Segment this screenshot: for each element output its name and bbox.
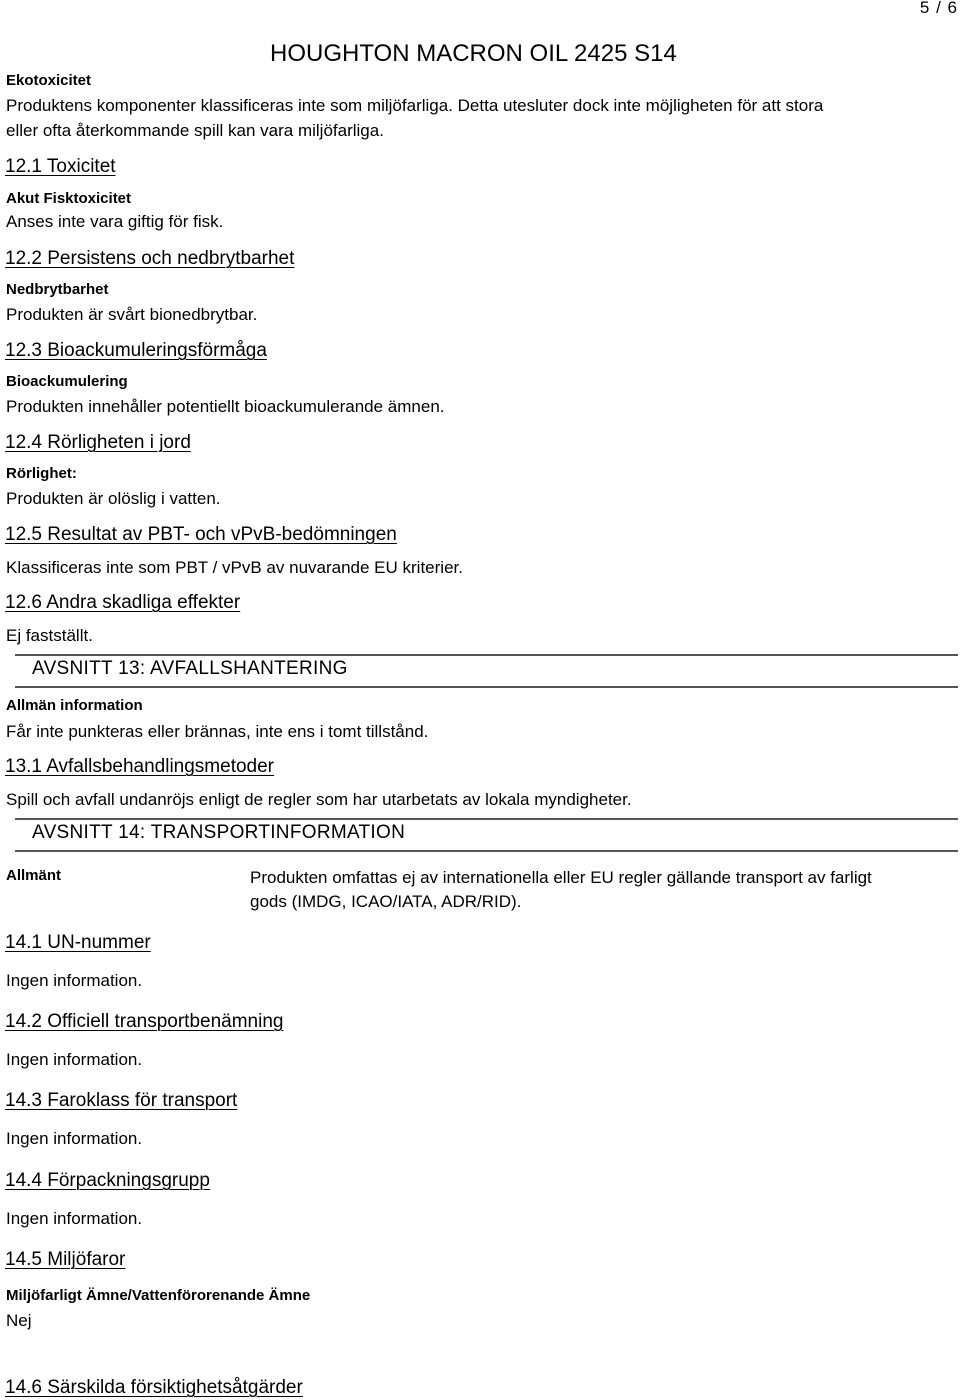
text-12-2: Produkten är svårt bionedbrytbar. bbox=[6, 305, 258, 324]
label-bioaccumulation: Bioackumulering bbox=[6, 373, 128, 390]
text-12-4: Produkten är olöslig i vatten. bbox=[6, 489, 221, 508]
text-14-general-line1: Produkten omfattas ej av internationella eller EU regler gällande transport av farligt bbox=[250, 868, 872, 887]
heading-14-4: 14.4 Förpackningsgrupp bbox=[5, 1170, 210, 1191]
section-14-bar bbox=[15, 818, 958, 852]
heading-12-6: 12.6 Andra skadliga effekter bbox=[5, 592, 241, 613]
label-general: Allmänt bbox=[6, 867, 62, 884]
heading-12-3: 12.3 Bioackumuleringsförmåga bbox=[5, 340, 267, 361]
label-general-information: Allmän information bbox=[6, 697, 143, 714]
document-title: HOUGHTON MACRON OIL 2425 S14 bbox=[270, 40, 677, 67]
heading-12-5: 12.5 Resultat av PBT- och vPvB-bedömningen bbox=[5, 524, 397, 545]
text-12-5: Klassificeras inte som PBT / vPvB av nuvarande EU kriterier. bbox=[6, 558, 463, 577]
ekotoxicitet-text-line2: eller ofta återkommande spill kan vara miljöfarliga. bbox=[6, 121, 384, 140]
page-number: 5 / 6 bbox=[919, 0, 958, 17]
text-14-3: Ingen information. bbox=[6, 1129, 143, 1148]
heading-12-2: 12.2 Persistens och nedbrytbarhet bbox=[5, 248, 295, 269]
text-14-5: Nej bbox=[6, 1311, 32, 1330]
text-13-general: Får inte punkteras eller brännas, inte ens i tomt tillstånd. bbox=[6, 722, 429, 741]
heading-14-3: 14.3 Faroklass för transport bbox=[5, 1090, 238, 1111]
heading-14-2: 14.2 Officiell transportbenämning bbox=[5, 1011, 284, 1032]
text-14-2: Ingen information. bbox=[6, 1050, 143, 1069]
text-14-4: Ingen information. bbox=[6, 1209, 143, 1228]
label-degradability: Nedbrytbarhet bbox=[6, 281, 109, 298]
heading-12-4: 12.4 Rörligheten i jord bbox=[5, 432, 191, 453]
heading-14-6: 14.6 Särskilda försiktighetsåtgärder bbox=[5, 1377, 303, 1398]
heading-12-1: 12.1 Toxicitet bbox=[5, 156, 116, 177]
text-12-3: Produkten innehåller potentiellt bioackumulerande ämnen. bbox=[6, 397, 445, 416]
heading-13-1: 13.1 Avfallsbehandlingsmetoder bbox=[5, 756, 275, 777]
text-14-1: Ingen information. bbox=[6, 971, 143, 990]
heading-14-5: 14.5 Miljöfaror bbox=[5, 1249, 126, 1270]
section-13-title: AVSNITT 13: AVFALLSHANTERING bbox=[32, 658, 348, 679]
label-mobility: Rörlighet: bbox=[6, 465, 77, 482]
text-13-1: Spill och avfall undanröjs enligt de regler som har utarbetats av lokala myndigheter. bbox=[6, 790, 632, 809]
label-acute-fish-toxicity: Akut Fisktoxicitet bbox=[6, 190, 132, 207]
label-environmental-hazard: Miljöfarligt Ämne/Vattenförorenande Ämne bbox=[6, 1287, 311, 1304]
text-12-6: Ej fastställt. bbox=[6, 626, 93, 645]
section-14-title: AVSNITT 14: TRANSPORTINFORMATION bbox=[32, 822, 406, 843]
ekotoxicitet-text-line1: Produktens komponenter klassificeras inte som miljöfarliga. Detta utesluter dock inte möjligheten för att stora bbox=[6, 96, 824, 115]
text-12-1: Anses inte vara giftig för fisk. bbox=[6, 212, 224, 231]
ekotoxicitet-label: Ekotoxicitet bbox=[6, 72, 92, 89]
section-13-bar bbox=[15, 654, 958, 688]
heading-14-1: 14.1 UN-nummer bbox=[5, 932, 151, 953]
text-14-general-line2: gods (IMDG, ICAO/IATA, ADR/RID). bbox=[250, 892, 522, 911]
